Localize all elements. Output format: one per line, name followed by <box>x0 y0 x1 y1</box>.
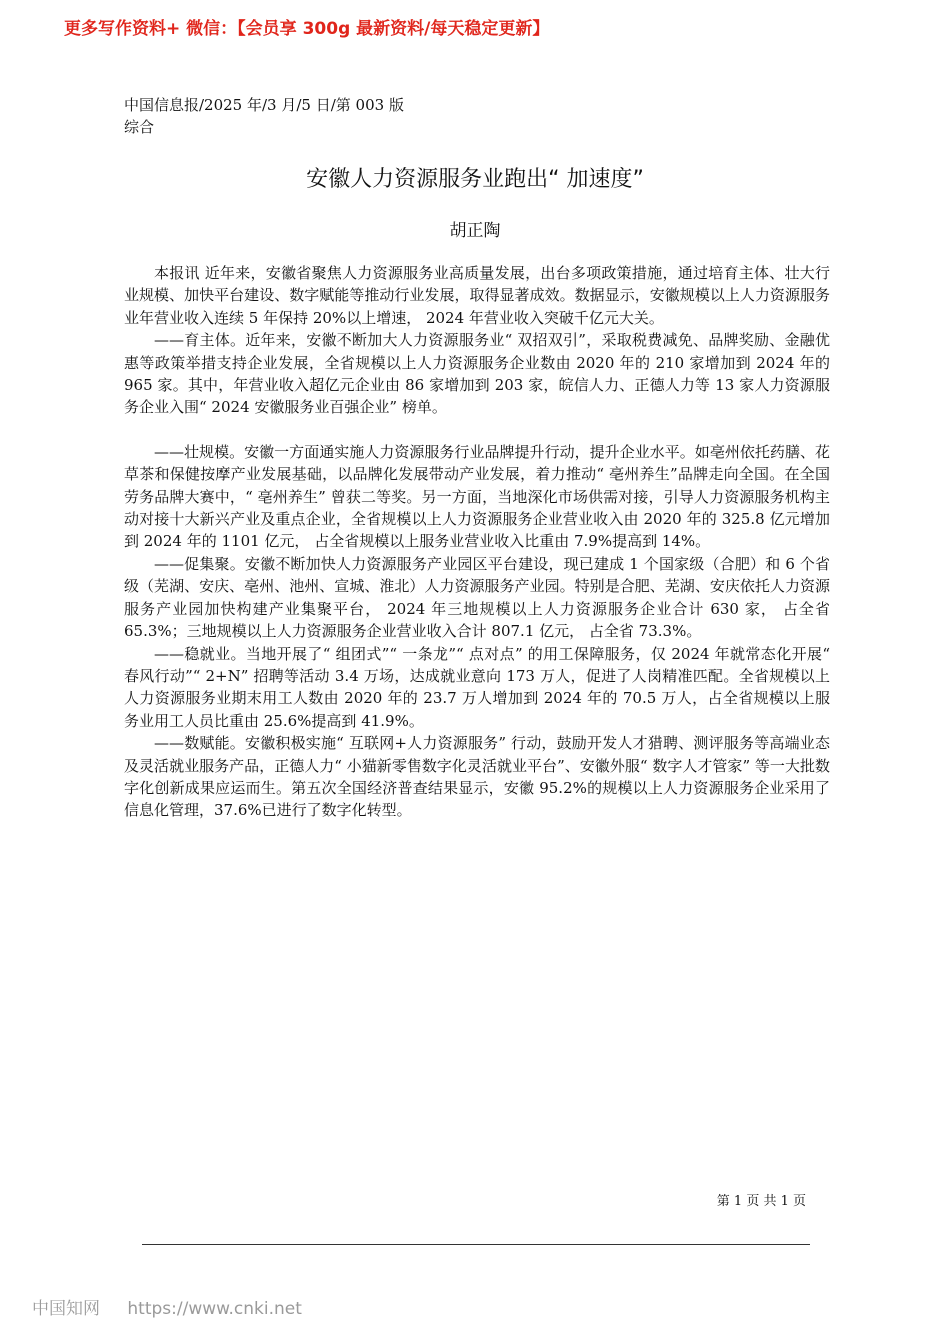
paragraph-lead: 本报讯 近年来，安徽省聚焦人力资源服务业高质量发展，出台多项政策措施，通过培育主体、壮大行业规模、加快平台建设、数字赋能等推动行业发展，取得显著成效。数据显示，安徽规模以上人力资源服务业年营业收入连续 5 年保持 20%以上增速， 2024 年营业收入突破千亿元大关。 <box>124 264 830 327</box>
paragraph-stabilize-employment: ——稳就业。当地开展了“ 组团式”“ 一条龙”“ 点对点” 的用工保障服务，仅 2024 年就常态化开展“ 春风行动”“ 2+N” 招聘等活动 3.4 万场，达成就业意向 173 万人，促进了人岗精准匹配。全省规模以上人力资源服务业期末用工人数由 2020 年的 23.7 万人增加到 2024 年的 70.5 万人，占全省规模以上服务业用工人员比重由 25.6%提高到 41.9%。 <box>124 644 830 730</box>
article-author: 胡正陶 <box>449 221 501 241</box>
page-number: 第 1 页 共 1 页 <box>716 1194 806 1209</box>
paragraph-expand-scale: ——壮规模。安徽一方面通实施人力资源服务行业品牌提升行动，提升企业水平。如亳州依托药膳、花草茶和保健按摩产业发展基础，以品牌化发展带动产业发展，着力推动“ 亳州养生”品牌走向全国。在全国劳务品牌大赛中，“ 亳州养生” 曾获二等奖。另一方面，当地深化市场供需对接，引导人力资源服务机构主动对接十大新兴产业及重点企业，全省规模以上人力资源服务企业营业收入由 2020 年的 325.8 亿元增加到 2024 年的 1101 亿元， 占全省规模以上服务业营业收入比重由 7.9%提高到 14%。 <box>124 442 830 551</box>
article-title: 安徽人力资源服务业跑出“ 加速度” <box>306 167 644 192</box>
source-line: 中国信息报/2025 年/3 月/5 日/第 003 版综合 <box>124 96 404 136</box>
footer-divider <box>142 1244 810 1245</box>
cnki-logo[interactable]: 中国知网 <box>32 1299 100 1319</box>
promo-banner: 更多写作资料+ 微信：【会员享 300g 最新资料/每天稳定更新】 <box>64 19 550 39</box>
paragraph-digital-empowerment: ——数赋能。安徽积极实施“ 互联网+人力资源服务” 行动，鼓励开发人才猎聘、测评服务等高端业态及灵活就业服务产品，正德人力“ 小猫新零售数字化灵活就业平台”、安徽外服“ 数字人才管家” 等一大批数字化创新成果应运而生。第五次全国经济普查结果显示，安徽 95.2%的规模以上人力资源服务企业采用了信息化管理，37.6%已进行了数字化转型。 <box>124 734 830 820</box>
site-url-link[interactable]: https://www.cnki.net <box>127 1299 302 1319</box>
article-body <box>124 262 830 822</box>
paragraph-cultivate-entities: ——育主体。近年来，安徽不断加大人力资源服务业“ 双招双引”，采取税费减免、品牌奖励、金融优惠等政策举措支持企业发展，全省规模以上人力资源服务企业数由 2020 年的 210 家增加到 2024 年的 965 家。其中，年营业收入超亿元企业由 86 家增加到 203 家，皖信人力、正德人力等 13 家人力资源服务企业入围“ 2024 安徽服务业百强企业” 榜单。 <box>124 331 830 417</box>
site-footer <box>32 1294 302 1319</box>
paragraph-promote-clustering: ——促集聚。安徽不断加快人力资源服务产业园区平台建设，现已建成 1 个国家级（合肥）和 6 个省级（芜湖、安庆、亳州、池州、宣城、淮北）人力资源服务产业园。特别是合肥、芜湖、安庆依托人力资源服务产业园加快构建产业集聚平台， 2024 年三地规模以上人力资源服务企业合计 630 家， 占全省 65.3%；三地规模以上人力资源服务企业营业收入合计 807.1 亿元， 占全省 73.3%。 <box>124 554 830 641</box>
